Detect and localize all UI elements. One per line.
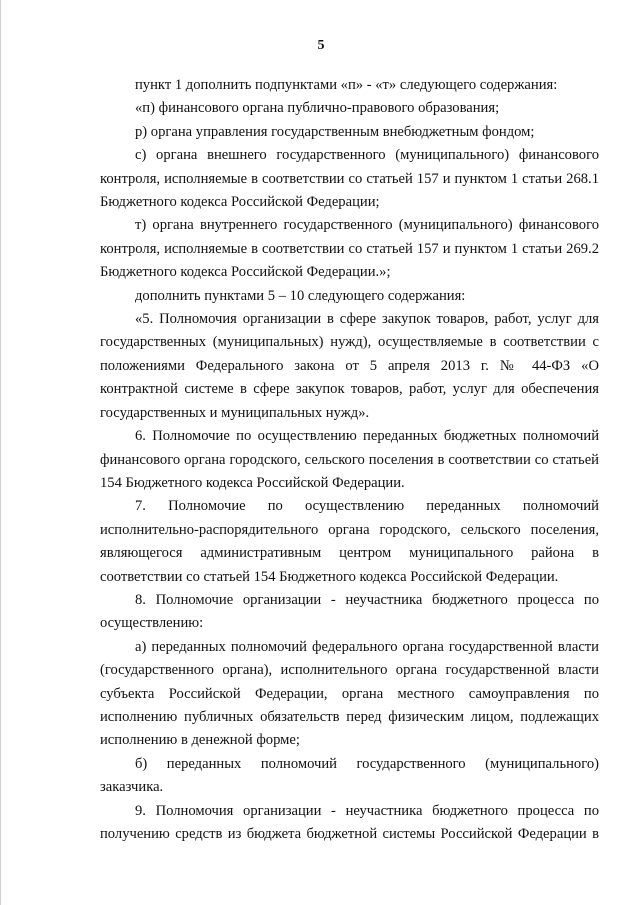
paragraph-point-5: «5. Полномочия организации в сфере закупок товаров, работ, услуг для государственных (муниципальных) нужд), осуществляемые в соответствии с положениями Федерального закона от 5 апреля 2013 г. № 44-ФЗ «О контрактной системе в сфере закупок товаров, работ, услуг для обеспечения государственных и муниципальных нужд». — [100, 311, 599, 421]
paragraph-point-8a: а) переданных полномочий федерального органа государственной власти (государственного органа), исполнительного органа государственной власти субъекта Российской Федерации, органа местного самоуправления по исполнению публичных обязательств перед физическим лицом, подлежащих исполнению в денежной форме; — [100, 638, 599, 749]
paragraph-point-9: 9. Полномочия организации - неучастника бюджетного процесса по получению средств из бюджета бюджетной системы Российской Федерации в — [100, 802, 599, 842]
paragraph-point-8b: б) переданных полномочий государственного (муниципального) заказчика. — [100, 755, 599, 796]
paragraph-subpoint-s: с) органа внешнего государственного (муниципального) финансового контроля, исполняемые в соответствии со статьей 157 и пунктом 1 статьи 268.1 Бюджетного кодекса Российской Федерации; — [100, 147, 599, 211]
page-number: 5 — [317, 38, 325, 53]
paragraph-subpoint-r: р) органа управления государственным внебюджетным фондом; — [135, 123, 535, 140]
paragraph-intro-points: дополнить пунктами 5 – 10 следующего содержания: — [135, 287, 466, 304]
paragraph-point-6: 6. Полномочие по осуществлению переданных бюджетных полномочий финансового органа городского, сельского поселения в соответствии со статьей 154 Бюджетного кодекса Российской Федерации. — [100, 428, 599, 491]
paragraph-point-7: 7. Полномочие по осуществлению переданных полномочий исполнительно-распорядительного органа городского, сельского поселения, являющегося административным центром муниципального района в соответствии со статьей 154 Бюджетного кодекса Российской Федерации. — [100, 498, 599, 585]
paragraph-subpoint-p: «п) финансового органа публично-правового образования; — [135, 100, 500, 117]
document-body — [100, 74, 599, 846]
paragraph-point-8: 8. Полномочие организации - неучастника бюджетного процесса по осуществлению: — [100, 591, 599, 632]
paragraph-intro-subpoints: пункт 1 дополнить подпунктами «п» - «т» следующего содержания: — [135, 77, 558, 93]
paragraph-subpoint-t: т) органа внутреннего государственного (муниципального) финансового контроля, исполняемые в соответствии со статьей 157 и пунктом 1 статьи 269.2 Бюджетного кодекса Российской Федерации.»; — [100, 217, 599, 281]
